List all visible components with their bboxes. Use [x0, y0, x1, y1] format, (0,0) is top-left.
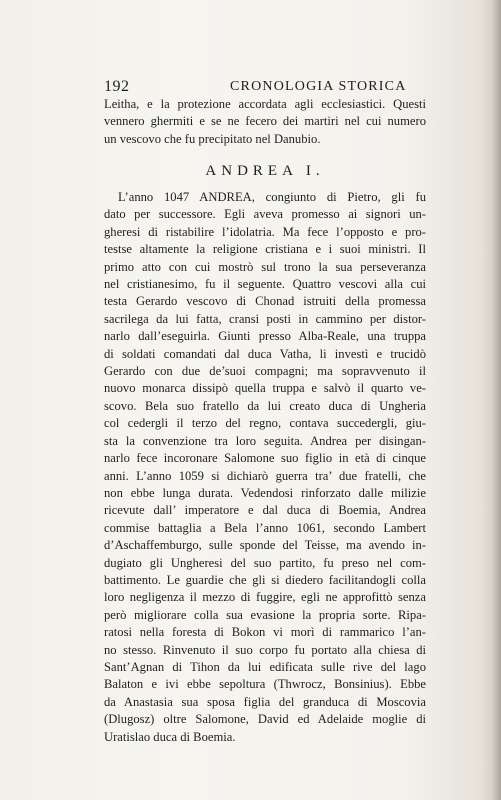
text-line: nuovo monarca dissipò quella truppa e salvò il quarto ve-: [104, 381, 426, 396]
text-line: d’Aschaffemburgo, sulle sponde del Teisse, ma avendo in-: [104, 538, 426, 553]
text-line: (Dlugosz) oltre Salomone, David ed Adelaide moglie di: [104, 712, 426, 727]
text-line: vennero ghermiti e se ne fecero dei martiri nel cui numero: [104, 114, 426, 129]
text-line: Sant’Agnan di Tihon da lui edificata sulle rive del lago: [104, 659, 426, 674]
text-line: narlo dall’eseguirla. Giunti presso Alba-Reale, una truppa: [104, 329, 426, 344]
text-line: L’anno 1047 ANDREA, congiunto di Pietro, gli fu: [118, 190, 426, 204]
text-line: battimento. Le guardie che gli si diedero facilitandogli colla: [104, 572, 426, 587]
text-line: Uratislao duca di Boemia.: [104, 729, 236, 744]
text-line: dato per successore. Egli aveva promesso ai signori un-: [104, 207, 426, 222]
text-line: Balaton e ivi ebbe sepoltura (Thwrocz, Bonsinius). Ebbe: [104, 677, 426, 692]
text-line: gheresi di ristabilire l’idolatria. Ma fece l’opposto e pro-: [104, 224, 426, 239]
text-line: sacrilega da lui fatta, cransi posti in cammino per distor-: [104, 311, 426, 326]
text-line: da Anastasia sua sposa figlia del granduca di Moscovia: [104, 694, 426, 709]
page-header: [104, 78, 424, 98]
text-line: ricevute dall’ imperatore e dal duca di Boemia, Andrea: [104, 503, 426, 518]
text-line: ratosi nella foresta di Bokon vi morì di rammarico l’an-: [104, 625, 426, 640]
text-line: nel cristianesimo, fu il seguente. Quattro vescovi alla cui: [104, 277, 426, 292]
text-line: primo atto con cui mostrò sul trono la sua perseveranza: [104, 259, 426, 274]
text-line: testse altamente la religione cristiana e i suoi ministri. Il: [104, 242, 426, 257]
text-line: però migliorare colla sua evasione la propria sorte. Ripa-: [104, 607, 426, 622]
text-line: sta la convenzione tra loro seguita. Andrea per disingan-: [104, 433, 426, 448]
text-line: commise battaglia a Bela l’anno 1061, secondo Lambert: [104, 520, 426, 535]
page-number: 192: [104, 78, 130, 95]
text-line: col cedergli il terzo del regno, contava succedergli, giu-: [104, 416, 426, 431]
text-line: no stesso. Rinvenuto il suo corpo fu portato alla chiesa di: [104, 642, 426, 657]
text-line: anni. L’anno 1059 si dichiarò guerra tra’ due fratelli, che: [104, 468, 426, 483]
text-line: non ebbe lunga durata. Vedendosi rinforzato dalle milizie: [104, 485, 426, 500]
running-head: CRONOLOGIA STORICA: [230, 79, 407, 94]
text-line: dugiato gli Ungheresi del suo partito, fu preso nel com-: [104, 555, 426, 570]
text-line: scovo. Bela suo fratello da lui creato duca di Ungheria: [104, 398, 426, 413]
body-paragraph: [104, 189, 426, 746]
text-line: Gerardo con due de’suoi compagni; ma sopravvenuto il: [104, 364, 426, 379]
section-title: ANDREA I.: [205, 163, 325, 179]
continuation-paragraph: [104, 96, 426, 148]
text-line: di soldati comandati dal duca Vatha, li investì e trucidò: [104, 346, 426, 361]
text-line: un vescovo che fu precipitato nel Danubio.: [104, 131, 321, 146]
text-line: loro negligenza il mezzo di fuggire, egli ne approfittò senza: [104, 590, 426, 605]
text-line: narlo fece incoronare Salomone suo figlio in età di cinque: [104, 451, 426, 466]
page-spine-shadow: [491, 0, 501, 800]
text-line: testa Gerardo vescovo di Chonad istruiti della promessa: [104, 294, 426, 309]
text-line: Leitha, e la protezione accordata agli ecclesiastici. Questi: [104, 97, 426, 111]
